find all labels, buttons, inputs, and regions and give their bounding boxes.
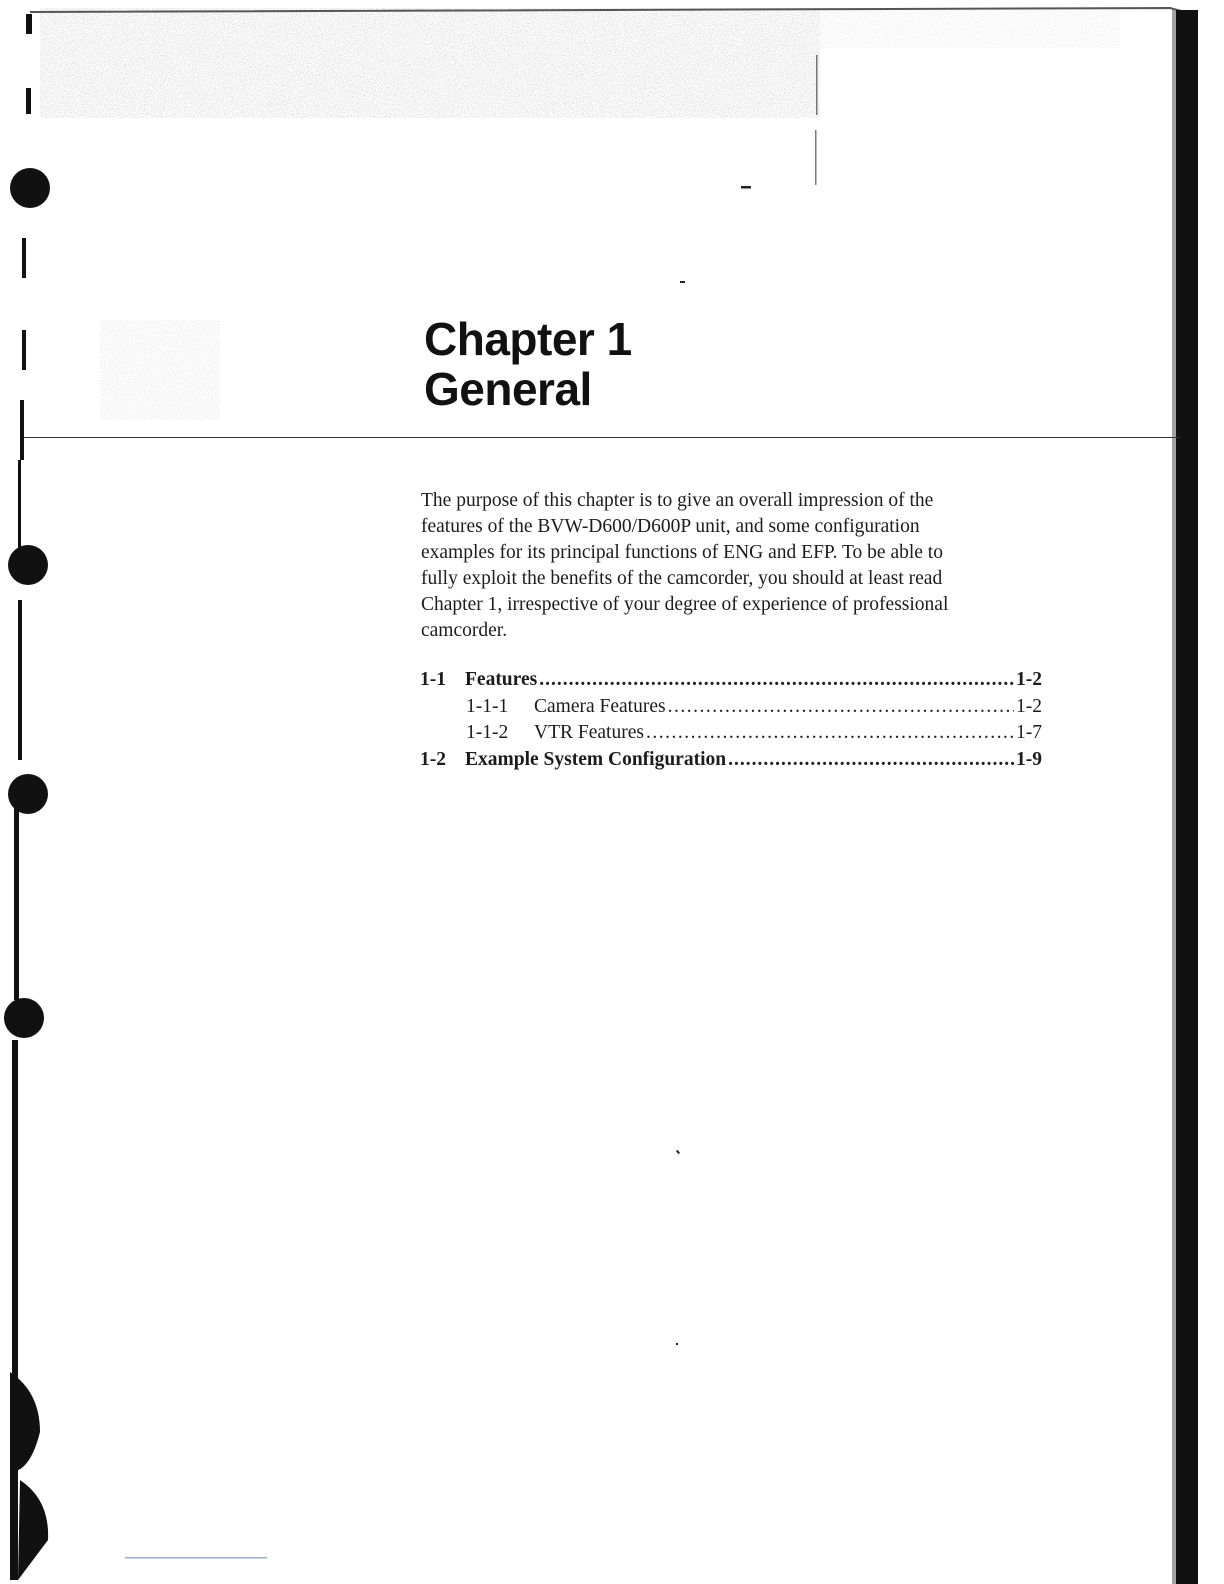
intro-line: The purpose of this chapter is to give an overall impression of the [421, 490, 934, 511]
toc-number: 1-1-1 [466, 695, 509, 717]
toc-title: Example System Configuration [465, 748, 727, 770]
bottom-scan-line [125, 1557, 267, 1559]
intro-line: fully exploit the benefits of the camcorder, you should at least read [421, 568, 943, 589]
toc-number: 1-2 [420, 748, 446, 770]
toc-title: Features [465, 669, 538, 690]
toc-entry-camera-features[interactable] [420, 694, 1042, 721]
toc-title: Camera Features [534, 695, 666, 717]
toc-dot-leader [728, 747, 1014, 774]
intro-line: features of the BVW-D600/D600P unit, and some configuration [421, 516, 920, 537]
toc-number: 1-1-2 [466, 722, 509, 743]
toc-page: 1-2 [1016, 669, 1042, 690]
intro-line: examples for its principal functions of ENG and EFP. To be able to [421, 542, 943, 563]
table-of-contents [420, 667, 1042, 773]
intro-line: Chapter 1, irrespective of your degree of experience of professional [421, 594, 949, 615]
toc-page: 1-2 [1016, 695, 1042, 717]
chapter-title: General [424, 363, 592, 415]
toc-dot-leader [668, 694, 1014, 721]
toc-title: VTR Features [534, 722, 644, 743]
toc-page: 1-9 [1016, 748, 1042, 770]
toc-number: 1-1 [420, 669, 446, 690]
left-binder-edge [4, 14, 50, 1580]
intro-line: camcorder. [421, 620, 508, 641]
toc-entry-vtr-features[interactable] [420, 720, 1042, 747]
toc-dot-leader [539, 667, 1014, 694]
toc-entry-features[interactable] [420, 667, 1042, 694]
toc-page: 1-7 [1016, 722, 1042, 743]
chapter-heading [424, 314, 632, 414]
toc-dot-leader [646, 720, 1014, 747]
intro-paragraph [421, 488, 1021, 644]
toc-entry-example-system-configuration[interactable] [420, 747, 1042, 774]
heading-rule [24, 437, 1180, 438]
right-page-edge [1176, 10, 1198, 1584]
chapter-number: Chapter 1 [424, 313, 632, 365]
